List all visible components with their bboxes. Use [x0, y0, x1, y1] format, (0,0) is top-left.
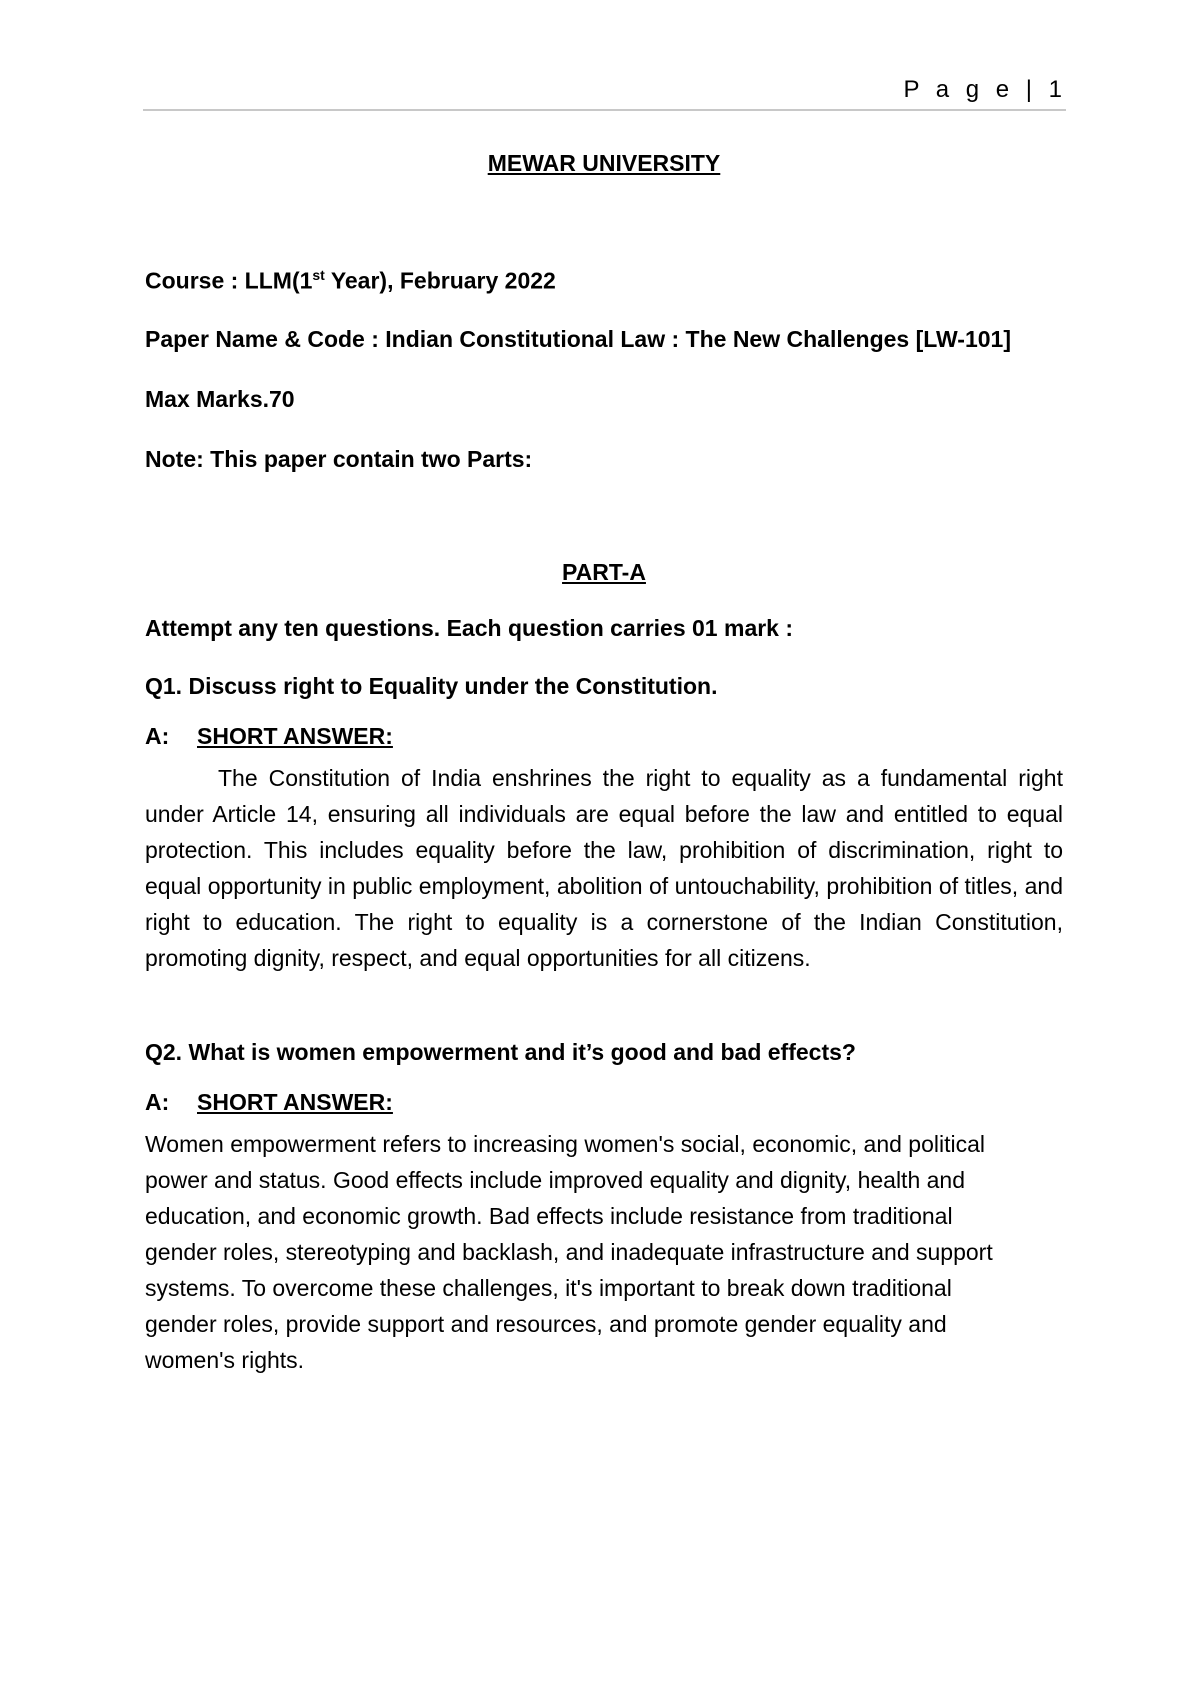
answer-1-label: A: SHORT ANSWER: [145, 722, 393, 749]
header-divider [143, 109, 1066, 111]
course-line: Course : LLM(1st Year), February 2022 [145, 267, 556, 294]
note-line: Note: This paper contain two Parts: [145, 445, 533, 472]
page-number: P a g e | 1 [903, 76, 1067, 103]
document-body [145, 150, 1063, 1378]
question-1: Q1. Discuss right to Equality under the Constitution. [145, 672, 718, 699]
part-a-heading: PART-A [562, 558, 646, 585]
answer-1-text: The Constitution of India enshrines the right to equality as a fundamental right under Article 14, ensuring all individuals are equal before the law and entitled to equal protection. This includes equality before the law, prohibition of discrimination, right to equal opportunity in public employment, abolition of untouchability, prohibition of titles, and right to education. The right to equality is a cornerstone of the Indian Constitution, promoting dignity, respect, and equal opportunities for all citizens. [145, 764, 1063, 971]
university-title: MEWAR UNIVERSITY [487, 150, 721, 176]
max-marks: Max Marks.70 [145, 385, 295, 412]
answer-2-text: Women empowerment refers to increasing women's social, economic, and political power and status. Good effects include improved equality and dignity, health and education, and economic growth. Bad effects include resistance from traditional gender roles, stereotyping and backlash, and inadequate infrastructure and support systems. To overcome these challenges, it's important to break down traditional gender roles, provide support and resources, and promote gender equality and women's rights. [145, 1130, 993, 1373]
answer-2-label: A: SHORT ANSWER: [145, 1088, 393, 1115]
instructions: Attempt any ten questions. Each question carries 01 mark : [145, 614, 794, 641]
question-2: Q2. What is women empowerment and it’s good and bad effects? [145, 1038, 856, 1065]
ordinal-superscript: st [312, 267, 325, 283]
paper-name-code: Paper Name & Code : Indian Constitutional Law : The New Challenges [LW-101] [145, 325, 1011, 352]
